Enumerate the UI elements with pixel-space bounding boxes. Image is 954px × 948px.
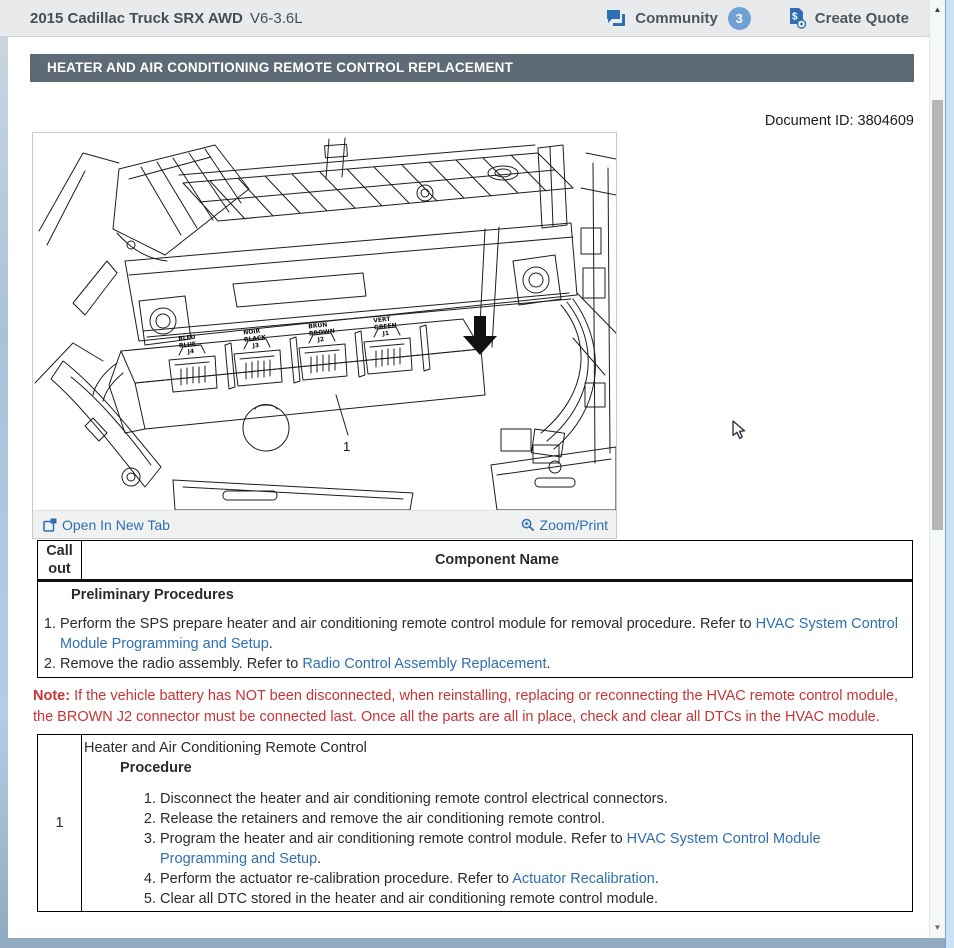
community-label: Community <box>635 9 718 27</box>
svg-text:$: $ <box>791 11 798 22</box>
svg-text:BLEU: BLEU <box>177 333 196 343</box>
connector-label <box>373 315 398 338</box>
create-quote-button[interactable] <box>787 8 909 29</box>
component-name-column-header: Component Name <box>434 552 560 568</box>
section-header: HEATER AND AIR CONDITIONING REMOTE CONTROL REPLACEMENT <box>30 54 914 82</box>
zoom-plus-icon <box>521 518 535 532</box>
zoom-print-link[interactable]: Zoom/Print <box>521 517 608 533</box>
community-chat-icon <box>606 9 627 27</box>
connector-label <box>178 334 198 357</box>
svg-text:J2: J2 <box>317 335 325 344</box>
vehicle-title-main: 2015 Cadillac Truck SRX AWD <box>30 9 243 27</box>
battery-note <box>33 681 915 728</box>
link-hvac-programming-setup[interactable]: HVAC System Control Module Programming and Setup <box>160 831 821 867</box>
vehicle-title-engine: V6-3.6L <box>250 9 303 27</box>
svg-text:BLACK: BLACK <box>243 334 267 344</box>
create-quote-label: Create Quote <box>814 9 909 27</box>
connector-label <box>308 321 336 345</box>
svg-text:BLUE: BLUE <box>178 340 197 350</box>
component-table-header <box>37 540 913 582</box>
svg-text:J4: J4 <box>187 347 195 356</box>
scroll-thumb[interactable] <box>932 100 943 530</box>
callout-column-header: Call out <box>38 541 82 579</box>
create-quote-icon <box>787 8 807 29</box>
procedure-steps-list <box>84 789 904 909</box>
svg-text:BROWN: BROWN <box>308 327 336 338</box>
community-button[interactable] <box>606 7 751 30</box>
note-label: Note: <box>33 688 71 704</box>
list-item: 1. Disconnect the heater and air conditioning remote control electrical connectors. <box>160 789 904 809</box>
svg-text:J1: J1 <box>382 329 390 338</box>
vehicle-title <box>30 10 303 27</box>
preliminary-steps-list <box>38 614 912 674</box>
top-bar-actions <box>606 7 909 30</box>
list-item: 4. Perform the actuator re-calibration procedure. Refer to Actuator Recalibration. <box>160 869 904 889</box>
figure-callout-1: 1 <box>343 439 351 454</box>
document-id: Document ID: 3804609 <box>764 113 914 129</box>
component-name: Heater and Air Conditioning Remote Control <box>84 740 367 756</box>
link-hvac-programming-setup[interactable]: HVAC System Control Module Programming and Setup <box>60 616 898 652</box>
svg-text:J3: J3 <box>252 341 260 350</box>
connector-label <box>243 327 268 350</box>
preliminary-procedures-heading: Preliminary Procedures <box>71 587 234 603</box>
svg-text:VERT: VERT <box>372 315 391 325</box>
scroll-up-arrow[interactable]: ▲ <box>933 5 942 14</box>
vertical-scrollbar[interactable] <box>929 0 945 938</box>
component-cell <box>82 735 912 911</box>
component-table-row-1 <box>37 734 913 912</box>
link-radio-control-assembly[interactable]: Radio Control Assembly Replacement <box>302 656 547 672</box>
top-bar <box>0 0 929 37</box>
note-text: If the vehicle battery has NOT been disconnected, when reinstalling, replacing or reconnecting the HVAC remote control module, the BROWN J2 connector must be connected last. Once all the parts are all in place, check and clear all DTCs in the HVAC module. <box>33 688 899 725</box>
list-item: 2. Release the retainers and remove the air conditioning remote control. <box>160 809 904 829</box>
scroll-down-arrow[interactable]: ▼ <box>933 923 942 932</box>
link-actuator-recalibration[interactable]: Actuator Recalibration <box>512 871 655 887</box>
page-edge-strip <box>944 0 954 948</box>
list-item: 5. Clear all DTC stored in the heater and air conditioning remote control module. <box>160 889 904 909</box>
svg-text:GREEN: GREEN <box>373 322 398 332</box>
svg-text:NOIR: NOIR <box>242 327 261 337</box>
diagram-figure <box>32 132 617 539</box>
community-count-badge: 3 <box>728 7 751 30</box>
list-item: 1. Perform the SPS prepare heater and air conditioning remote control module for removal procedure. Refer to HVAC System Control Module Programming and Setup. <box>60 614 912 654</box>
list-item: 2. Remove the radio assembly. Refer to Radio Control Assembly Replacement. <box>60 654 912 674</box>
figure-toolbar <box>33 510 616 538</box>
open-in-new-tab-icon <box>43 518 57 532</box>
procedure-heading: Procedure <box>120 760 192 776</box>
hvac-module-drawing[interactable] <box>33 133 616 510</box>
open-in-new-tab-link[interactable]: Open In New Tab <box>43 517 170 533</box>
content-panel <box>8 37 929 938</box>
svg-text:BRUN: BRUN <box>307 321 328 331</box>
list-item: 3. Program the heater and air conditioning remote control module. Refer to HVAC System Control Module Programming and Setup. <box>160 829 904 869</box>
preliminary-procedures-cell <box>37 582 913 678</box>
callout-number: 1 <box>38 735 82 911</box>
removal-direction-arrow <box>463 316 497 355</box>
